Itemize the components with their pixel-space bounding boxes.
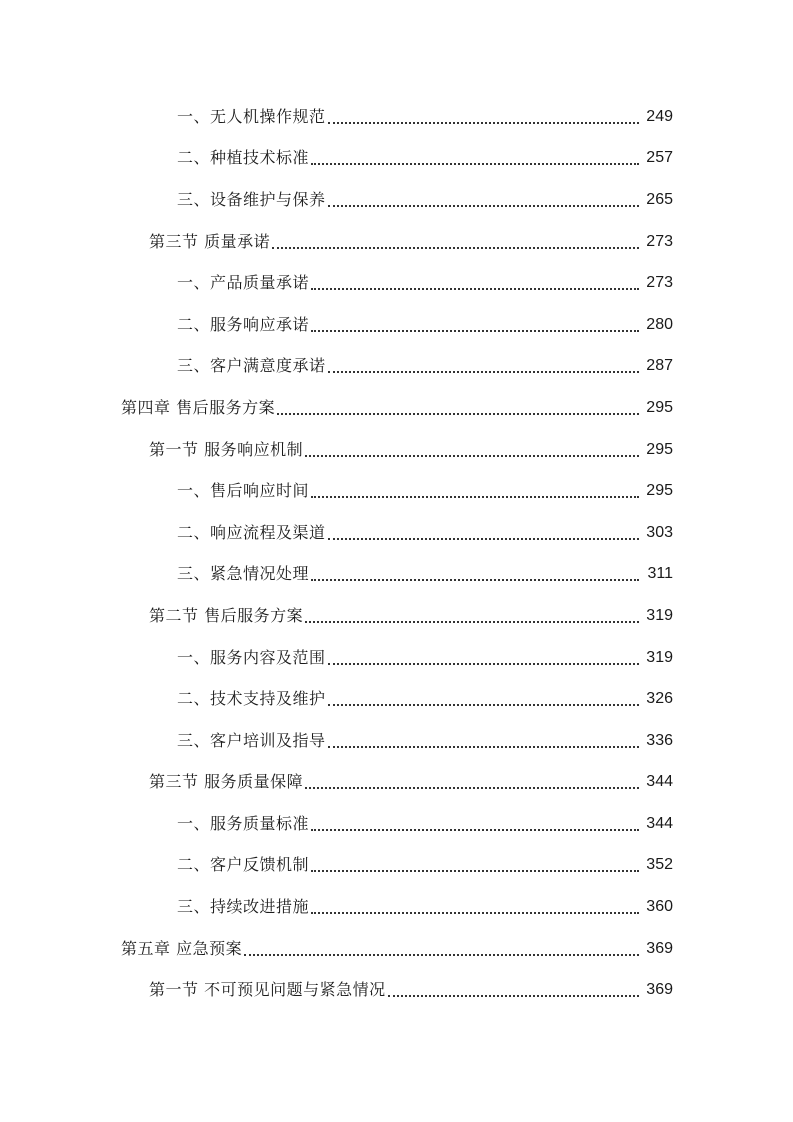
dot-leader <box>388 995 639 997</box>
toc-entry-page-number: 369 <box>646 939 673 957</box>
dot-leader <box>311 870 639 872</box>
dot-leader <box>311 579 639 581</box>
toc-entry-title: 二、种植技术标准 <box>177 148 310 168</box>
dot-leader <box>311 829 639 831</box>
toc-entry[interactable] <box>0 969 793 1011</box>
dot-leader <box>328 205 639 207</box>
toc-entry-title: 第三节 质量承诺 <box>149 231 271 251</box>
dot-leader <box>305 621 639 623</box>
toc-entry-page-number: 303 <box>646 523 673 541</box>
toc-entry[interactable] <box>0 678 793 720</box>
toc-entry-title: 三、客户满意度承诺 <box>177 356 326 376</box>
toc-entry-page-number: 280 <box>646 315 673 333</box>
toc-entry-page-number: 326 <box>646 690 673 708</box>
toc-entry-title: 第三节 服务质量保障 <box>149 772 304 792</box>
toc-entry-page-number: 319 <box>646 648 673 666</box>
dot-leader <box>328 746 639 748</box>
dot-leader <box>311 330 639 332</box>
toc-entry-page-number: 265 <box>646 190 673 208</box>
dot-leader <box>328 371 639 373</box>
toc-entry-page-number: 360 <box>646 898 673 916</box>
toc-entry-page-number: 369 <box>646 981 673 999</box>
toc-entry-title: 第五章 应急预案 <box>121 938 243 958</box>
toc-entry[interactable] <box>0 886 793 928</box>
dot-leader <box>328 663 639 665</box>
toc-entry[interactable] <box>0 762 793 804</box>
toc-entry[interactable] <box>0 470 793 512</box>
toc-entry-title: 二、响应流程及渠道 <box>177 522 326 542</box>
toc-entry-title: 三、紧急情况处理 <box>177 564 310 584</box>
toc-entry-page-number: 257 <box>646 149 673 167</box>
toc-entry[interactable] <box>0 304 793 346</box>
toc-entry-title: 第一节 不可预见问题与紧急情况 <box>149 980 386 1000</box>
toc-entry-page-number: 287 <box>646 357 673 375</box>
dot-leader <box>311 288 639 290</box>
toc-entry-page-number: 295 <box>646 398 673 416</box>
toc-entry[interactable] <box>0 96 793 138</box>
toc-entry-page-number: 295 <box>646 482 673 500</box>
toc-entry-title: 二、技术支持及维护 <box>177 689 326 709</box>
dot-leader <box>244 954 639 956</box>
toc-entry-title: 二、客户反馈机制 <box>177 855 310 875</box>
toc-entry-page-number: 319 <box>646 606 673 624</box>
toc-entry-page-number: 273 <box>646 232 673 250</box>
toc-entry[interactable] <box>0 554 793 596</box>
dot-leader <box>328 704 639 706</box>
toc-entry[interactable] <box>0 803 793 845</box>
dot-leader <box>311 912 639 914</box>
toc-entry-page-number: 344 <box>646 773 673 791</box>
dot-leader <box>305 455 639 457</box>
toc-entry[interactable] <box>0 387 793 429</box>
toc-entry[interactable] <box>0 179 793 221</box>
toc-entry-page-number: 273 <box>646 274 673 292</box>
toc-entry-title: 一、服务内容及范围 <box>177 647 326 667</box>
toc-entry[interactable] <box>0 221 793 263</box>
toc-entry[interactable] <box>0 346 793 388</box>
toc-entry[interactable] <box>0 429 793 471</box>
toc-entry-title: 一、无人机操作规范 <box>177 106 326 126</box>
toc-entry-title: 三、持续改进措施 <box>177 897 310 917</box>
toc-entry[interactable] <box>0 595 793 637</box>
toc-entry-page-number: 352 <box>646 856 673 874</box>
toc-entry[interactable] <box>0 720 793 762</box>
toc-entry-title: 三、客户培训及指导 <box>177 730 326 750</box>
dot-leader <box>277 413 639 415</box>
dot-leader <box>311 163 639 165</box>
toc-entry-title: 一、产品质量承诺 <box>177 273 310 293</box>
toc-entry-page-number: 336 <box>646 731 673 749</box>
toc-entry-title: 二、服务响应承诺 <box>177 314 310 334</box>
dot-leader <box>272 247 639 249</box>
table-of-contents <box>0 96 793 1011</box>
toc-entry[interactable] <box>0 845 793 887</box>
dot-leader <box>328 538 639 540</box>
toc-entry-page-number: 249 <box>646 107 673 125</box>
dot-leader <box>305 787 639 789</box>
toc-entry-page-number: 311 <box>647 565 673 583</box>
toc-entry-title: 第四章 售后服务方案 <box>121 397 276 417</box>
toc-entry-title: 第二节 售后服务方案 <box>149 605 304 625</box>
dot-leader <box>328 122 639 124</box>
toc-entry-title: 三、设备维护与保养 <box>177 189 326 209</box>
dot-leader <box>311 496 639 498</box>
toc-entry[interactable] <box>0 637 793 679</box>
toc-entry-title: 一、售后响应时间 <box>177 481 310 501</box>
toc-entry-title: 一、服务质量标准 <box>177 813 310 833</box>
toc-entry-page-number: 344 <box>646 814 673 832</box>
toc-entry[interactable] <box>0 512 793 554</box>
toc-entry[interactable] <box>0 928 793 970</box>
toc-entry[interactable] <box>0 262 793 304</box>
toc-entry-page-number: 295 <box>646 440 673 458</box>
toc-entry[interactable] <box>0 138 793 180</box>
toc-entry-title: 第一节 服务响应机制 <box>149 439 304 459</box>
